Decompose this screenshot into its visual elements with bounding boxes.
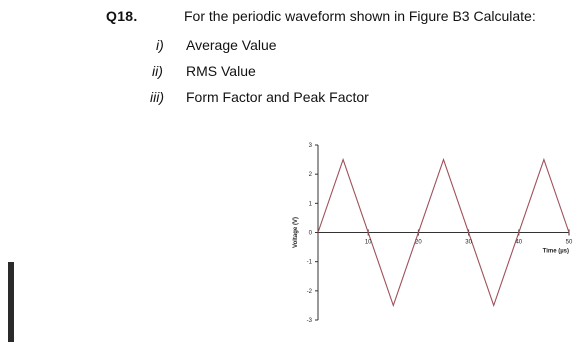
x-tick-label-2: 30 xyxy=(465,239,472,246)
y-axis-label: Voltage (V) xyxy=(293,217,299,248)
x-tick-label-4: 50 xyxy=(565,239,573,246)
part-iii-text: Form Factor and Peak Factor xyxy=(186,89,369,105)
y-tick-label-2: 1 xyxy=(308,201,312,208)
part-ii-text: RMS Value xyxy=(186,63,256,79)
part-ii-roman: ii) xyxy=(152,63,163,79)
page-edge-bar xyxy=(8,262,14,342)
y-tick-label-5: -2 xyxy=(306,288,312,295)
x-tick-label-3: 40 xyxy=(515,239,523,246)
part-i-roman: i) xyxy=(156,37,164,53)
x-axis-label: Time (µs) xyxy=(542,248,569,255)
y-tick-label-4: -1 xyxy=(306,259,312,266)
question-stem: For the periodic waveform shown in Figure B3 Calculate: xyxy=(184,8,536,24)
x-tick-label-0: 10 xyxy=(364,239,372,246)
chart-labels xyxy=(293,143,573,324)
question-number: Q18. xyxy=(106,8,138,24)
y-tick-label-3: 0 xyxy=(308,230,312,237)
y-tick-label-1: 2 xyxy=(308,172,312,179)
y-tick-label-0: 3 xyxy=(308,143,312,149)
chart-axes xyxy=(315,145,569,320)
part-i-text: Average Value xyxy=(186,37,277,53)
x-tick-label-1: 20 xyxy=(415,239,422,246)
y-tick-label-6: -3 xyxy=(306,318,312,324)
part-iii-roman: iii) xyxy=(150,89,164,105)
